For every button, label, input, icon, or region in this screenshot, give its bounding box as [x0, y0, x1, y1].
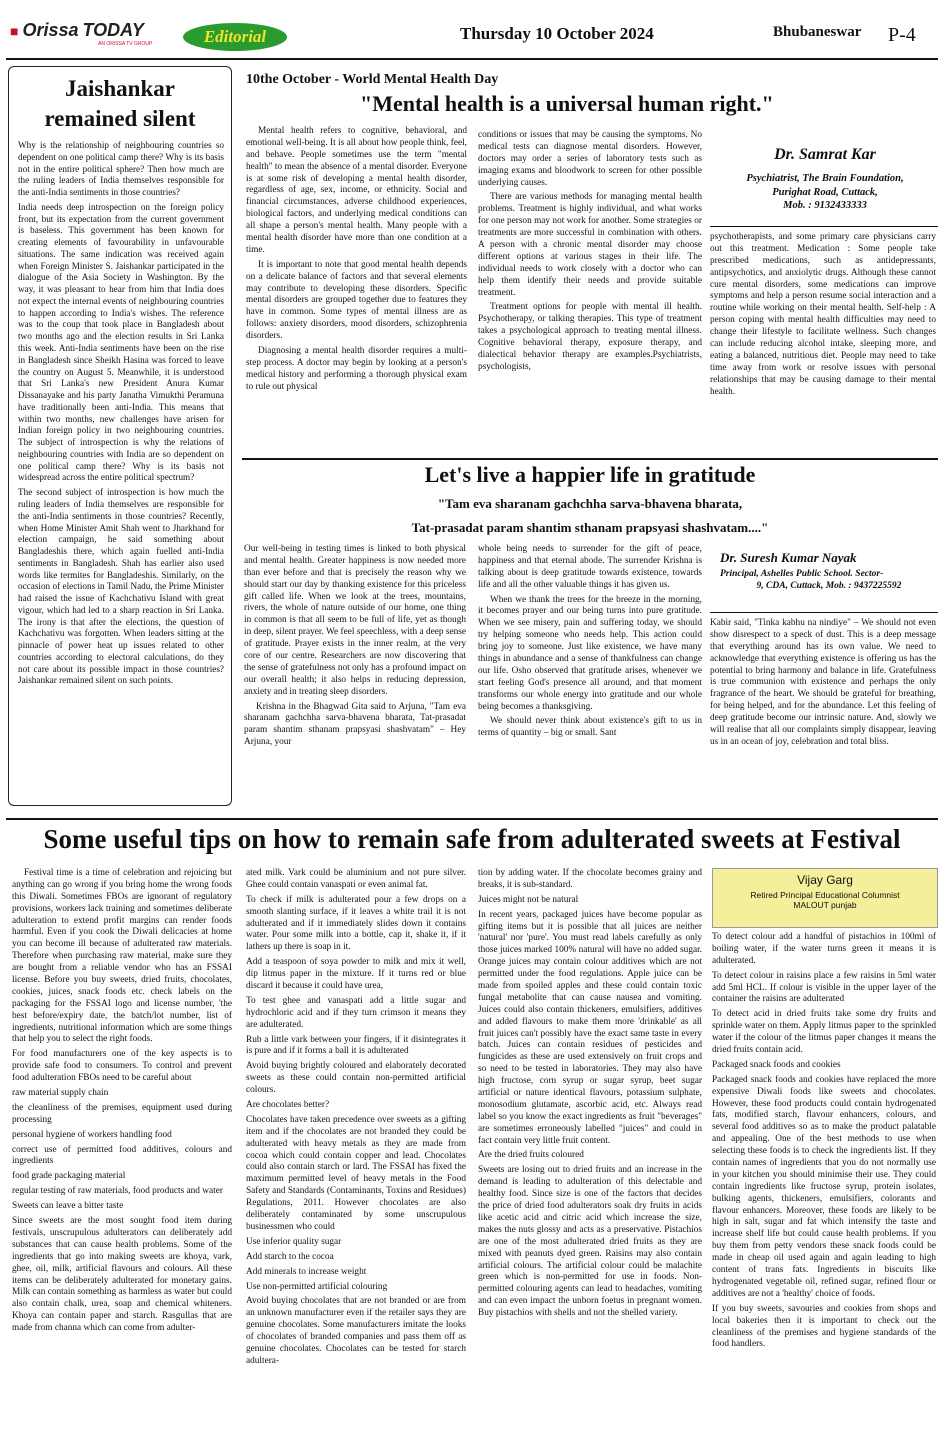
- section-divider: [242, 458, 938, 460]
- paragraph: To detect colour add a handful of pistachios in 100ml of boiling water, if the water turns green it means it is adulterated.: [712, 932, 936, 966]
- logo-today: TODAY: [82, 20, 144, 40]
- mental-health-title: "Mental health is a universal human right.": [360, 91, 774, 116]
- author-divider: [710, 226, 938, 227]
- paragraph: To check if milk is adulterated pour a few drops on a smooth slanting surface, if it leaves a white trail it is not adulterated and if it immediately slides down it contains water. Pour some milk into a bottle, cap it, shake it, if it lathers up there is soap in it.: [246, 894, 466, 953]
- author-line: Purighat Road, Cuttack,: [772, 186, 878, 198]
- sweets-author: Vijay Garg: [797, 873, 853, 887]
- paragraph: correct use of permitted food additives, colours and ingredients: [12, 1144, 232, 1167]
- section-divider: [6, 818, 938, 820]
- paragraph: The second subject of introspection is how much the ruling leaders of India themselves are responsible for the anti-India sentiments in those countries? Recently, when Home Minister Amit Shah went to Jharkhand for election campaign, he said something about Bangladeshis there, which again fuelled anti-India sentiments in Bangladesh. Shah has earlier also used words like termites for Bangladeshis. Similarly, on the occasion of elections in Tamil Nadu, the Prime Minister had raised the issue of Kachchativu Island with great vigour, which had led to a sharp reaction in Sri Lanka. The irony is that after the elections, the question of Kachchativu was forgotten. When leaders sitting at the pinnacle of power heat up issues related to other countries according to electoral calculations, do they not care about its possible impact in those countries? Jaishankar remained silent on such points.: [18, 487, 224, 686]
- paragraph: Packaged snack foods and cookies have replaced the more expensive Diwali foods like sweets and chocolates. However, these food products could contain hydrogenated fats, modified starch, flavour enhancers, colours, and several food additives so as to make the product palatable and appealing. One of the best methods to use when selecting these foods is to check the ingredients list. If they contain names of ingredients that you do not normally use in your kitchen you should minimise their use. They could contain ingredients like fructose syrup, protein isolates, bulking agents, thickeners, emulsifiers, colorants and flavour enhancers. Moreover, these foods are likely to be high in salt, sugar and fat which intensify the taste and increase shelf life but could cause health problems. If you buy them from petty vendors these snack foods could be made in cheap oil used again and again leading to high content of trans fats. Ingredients in biscuits like hydrogenated vegetable oil, refined sugar, refined flour or additives are not a 'healthy' choice of foods.: [712, 1074, 936, 1299]
- paragraph: personal hygiene of workers handling food: [12, 1129, 172, 1140]
- author-line: MALOUT punjab: [793, 900, 857, 910]
- paragraph: whole being needs to surrender for the gift of peace, happiness and that eternal abode. The surrender Krishna is talking about is deep gratitude towards existence, towards life and all the other valuable things it has given us.: [478, 544, 702, 590]
- page-number: P-4: [888, 24, 916, 46]
- paragraph: regular testing of raw materials, food products and water: [12, 1186, 223, 1197]
- section-badge: Editorial: [183, 23, 287, 51]
- paragraph: We should never think about existence's gift to us in terms of quantity – big or small. Sant: [478, 716, 702, 739]
- paragraph: It is important to note that good mental health depends on a delicate balance of factors and that several elements may contribute to developing these disorders. Specific mental disorders are grouped together due to features they have in common. Some types of mental illness are as follows: anxiety disorders, mood disorders, schizophrenia disorders.: [246, 259, 467, 342]
- city-name: Bhubaneswar: [773, 24, 862, 40]
- sweets-author-box: [712, 868, 938, 928]
- paragraph: food grade packaging material: [12, 1171, 126, 1182]
- paragraph: Rub a little vark between your fingers, if it disintegrates it is pure and if it forms a ball it is adulterated: [246, 1034, 466, 1057]
- gratitude-author: Dr. Suresh Kumar Nayak: [720, 550, 857, 565]
- gratitude-col1: [244, 544, 466, 810]
- paragraph: Sweets are losing out to dried fruits and an increase in the demand is leading to adulteration of this delectable and healthy food. Since size is one of the factors that decides the price of dried food adulterators soak dry fruits in acids like acetic acid and citric acid which increase the size, makes the nuts glossy and acts as a preservative. Pistachios are one of the most adulterated dried fruits as they are mixed with peanuts dyed green. Raisins may also contain artificial colours. The artificial colour could be malachite green which is non-permitted for use in foods. Non-permitted colouring agents can lead to headaches, vomiting and can even impact the unborn foetus in pregnant women. Buy pistachios with shells and not the shelled variety.: [478, 1165, 702, 1319]
- paragraph: There are various methods for managing mental health problems. Treatment is highly individual, and what works for one person may not work for another. Some strategies or treatments are more successful in combination with others. A person with a chronic mental disorder may choose different options at various stages in their life. The individual needs to work closely with a doctor who can help them identify their needs and provide suitable treatment.: [478, 192, 702, 298]
- paragraph: the cleanliness of the premises, equipment used during processing: [12, 1102, 232, 1125]
- mental-health-col2: [478, 130, 702, 460]
- logo-icon: ■: [10, 23, 19, 39]
- paragraph: Juices might not be natural: [478, 894, 579, 905]
- paragraph: ated milk. Vark could be aluminium and not pure silver. Ghee could contain vanaspati or even animal fat.: [246, 868, 466, 890]
- paragraph: Diagnosing a mental health disorder requires a multi-step process. A doctor may begin by looking at a person's medical history and performing a thorough physical exam to rule out physical: [246, 346, 467, 392]
- paragraph: Packaged snack foods and cookies: [712, 1059, 841, 1070]
- masthead: [0, 0, 945, 60]
- paragraph: To detect acid in dried fruits take some dry fruits and sprinkle water on them. Apply litmus paper to the sprinkled water if the colour of the litmus paper changes it means the dried fruits contain acid.: [712, 1009, 936, 1056]
- paragraph: Avoid buying brightly coloured and elaborately decorated sweets as these could contain non-permitted artificial colours.: [246, 1061, 466, 1096]
- author-divider: [710, 612, 938, 613]
- paragraph: tion by adding water. If the chocolate becomes grainy and breaks, it is sub-standard.: [478, 868, 702, 890]
- sweets-col4: [712, 932, 936, 1440]
- paragraph: For food manufacturers one of the key aspects is to provide safe food to consumers. To control and prevent food adulteration FBOs need to be careful about: [12, 1049, 232, 1084]
- paragraph: To detect colour in raisins place a few raisins in 5ml water add 5ml HCL. If colour is visible in the upper layer of the container the raisins are adulterated: [712, 970, 936, 1005]
- paragraph: Our well-being in testing times is linked to both physical and mental health. Greater happiness is now needed more than ever before and that is precisely the reason why we should start our day by thanking existence for this priceless gift called life. When we look at the trees, mountains, rivers, the whole of nature outside of our home, one thing in common is that all seem to be full of life, yet as though in deep, silent prayer. We feel speechless, with a deep sense of gratitude. Prayer exists in the inner realm, at the very core of our centre. Researchers are now discovering that the sense of gratefulness not only has a profound impact on our overall health; it also helps in reducing depression, anxiety and in treating sleep disorders.: [244, 544, 466, 697]
- paragraph: Sweets can leave a bitter taste: [12, 1201, 124, 1212]
- issue-date: Thursday 10 October 2024: [460, 24, 654, 43]
- mental-health-col1: [246, 126, 467, 460]
- paragraph: Mental health refers to cognitive, behavioral, and emotional well-being. It is all about how people think, feel, and behave. People sometimes use the term "mental health" to mean the absence of a mental disorder. Everyone is at some risk of developing a mental health disorder, regardless of age, sex, income, or ethnicity. Social and financial circumstances, adverse childhood experiences, biological factors, and underlying medical conditions can all shape a person's mental health. Many people with a mental health disorder have more than one condition at a time.: [246, 126, 467, 255]
- paragraph: Krishna in the Bhagwad Gita said to Arjuna, "Tam eva sharanam gachchha sarva-bhavena bharata, Tat-prasadat param shantim sthanam prapsyasi shashvatam" – Hey Arjuna, your: [244, 701, 466, 748]
- author-line: 9, CDA, Cuttack, Mob. : 9437225592: [756, 581, 902, 592]
- gratitude-title: Let's live a happier life in gratitude: [424, 462, 756, 487]
- paragraph: In recent years, packaged juices have become popular as gifting items but it is possible that all juices are neither 'natural' nor 'pure'. You must read labels carefully as only those juices marked 100% natural will have no added sugar. Orange juices may contain colour additives which are not permitted under the food regulations. Apple juice can be made from spoiled apples and these could contain toxic fungal metabolite that can cause nausea and vomiting. Juices could also contain thickeners, emulsifiers, additives and added flavours to make them more 'drinkable' as all fruit juices can't possibly have the exact same taste in every batch. Juices can contain residues of pesticides and fungicides as these are used extensively on fruit crops and so need to be tested in laboratories. They may also have high fructose, corn syrup or sugar syrup, beet sugar artificial or nature identical flavours, potassium sulphate, monosodium glutamate, ascorbic acid, etc. Always read label so you know the exact ingredients as fruit "beverages" are sometimes erroneously labelled "juices" and could in fact contain very little fruit content.: [478, 909, 702, 1146]
- gratitude-author-info: [720, 568, 938, 593]
- author-line: Mob. : 9132433333: [783, 200, 867, 212]
- sweets-col3: [478, 868, 702, 1440]
- paragraph: Are the dried fruits coloured: [478, 1150, 584, 1161]
- sweets-title: Some useful tips on how to remain safe from adulterated sweets at Festival: [43, 824, 901, 854]
- left-article-body: [18, 140, 224, 800]
- logo-text: Orissa: [22, 20, 79, 40]
- mental-health-author-info: [712, 172, 938, 213]
- gratitude-col2: [478, 544, 702, 810]
- paragraph: Festival time is a time of celebration and rejoicing but anything can go wrong if you bring home the wrong foods this Diwali. Sometimes FBOs are ignorant of regulatory provisions, workers lack training and sometimes deliberate adulteration to extend profit margins can render foods harmful. Even if you cook the Diwali delicacies at home you can become ill because of adulterated raw materials. Therefore when purchasing raw material, make sure they are bought from a reliable vendor who has an FSSAI license. Before you buy sweets, dried fruits, chocolates, cookies, juices, snack foods etc. check labels on the packaging for the FSSAI logo and license number, 'the best before/expiry date, the batch/lot number, list of ingredients, nutritional information which are some things that help you to select the right foods.: [12, 868, 232, 1045]
- mental-health-col3: [710, 232, 936, 454]
- paragraph: Kabir said, "Tinka kabhu na nindiye" – We should not even show disrespect to a speck of dust. This is a deep message that everything around has its own value. We need to acknowledge that everything existence is offering us has the potential to bring harmony and balance in life. Gratefulness is true communion with existence and perhaps the only fragrance of the heart. We should be grateful for breathing, for being helped, and for the abundance. Let this feeling of deep gratitude become our intrinsic nature. And, slowly we will realise that all our complaints simply disappear, leaving us in an ocean of joy, celebration and total bliss.: [710, 618, 936, 747]
- paragraph: Add minerals to increase weight: [246, 1266, 367, 1277]
- left-article-title: Jaishankar remained silent: [44, 76, 196, 131]
- newspaper-logo: [10, 20, 160, 56]
- paragraph: Add a teaspoon of soya powder to milk and mix it well, dip litmus paper in the mixture. If it turns red or blue discard it because it could have urea,: [246, 957, 466, 992]
- mental-health-author: Dr. Samrat Kar: [774, 146, 876, 163]
- paragraph: psychotherapists, and some primary care physicians carry out this treatment. Medication : Some people take prescribed medications, such as antidepressants, antipsychotics, and anxiolytic drugs. Although these cannot cure mental disorders, some medications can improve symptoms and help a person resume social interaction and a routine while working on their mental health. Self-help : A person coping with mental health difficulties may need to change their lifestyle to facilitate wellness. Such changes can include reducing alcohol intake, sleeping more, and eating a balanced, nutritious diet. People may need to take time away from work or resolve issues with personal relationships that may be causing damage to their mental health.: [710, 232, 936, 397]
- paragraph: Are chocolates better?: [246, 1100, 330, 1111]
- paragraph: Chocolates have taken precedence over sweets as a gifting item and if the chocolates are not branded they could be adulterated with heavy metals as they are made from cocoa which could contain copper and lead. Chocolates could also contain starch or lard. The FSSAI has fixed the maximum permitted level of heavy metals in the Food Safety and Standards (Contaminants, Toxins and Residues) Regulations, 2011. However chocolates are also deliberately contaminated by some unscrupulous businessmen who could: [246, 1114, 466, 1232]
- sweets-col2: [246, 868, 466, 1440]
- paragraph: Use non-permitted artificial colouring: [246, 1281, 388, 1292]
- paragraph: When we thank the trees for the breeze in the morning, it becomes prayer and our being turns into pure gratitude. When we see misery, pain and suffering today, we should try helping someone who needs help. This action could bring joy to someone. Just like existence, we have many things in abundance and a sense of thankfulness can change our life. Osho observed that gratitude arises, whenever we start feeling God's presence all around, and that moment transforms our whole energy into gratitude and our whole being becomes a thanksgiving.: [478, 594, 702, 712]
- gratitude-quote-2: Tat-prasadat param shantim sthanam prapsyasi shashvatam....": [411, 520, 769, 535]
- gratitude-col3: [710, 618, 936, 810]
- paragraph: conditions or issues that may be causing the symptoms. No medical tests can diagnose mental disorders. However, doctors may order a series of laboratory tests such as imaging exams and bloodwork to screen for other possible underlying causes.: [478, 130, 702, 188]
- author-line: Retired Principal Educational Columnist: [750, 890, 900, 900]
- mental-health-kicker: 10the October - World Mental Health Day: [246, 72, 499, 87]
- paragraph: If you buy sweets, savouries and cookies from shops and local bakeries then it is important to check out the cleanliness of the premises and hygiene standards of the food handlers.: [712, 1303, 936, 1350]
- paragraph: Since sweets are the most sought food item during festivals, unscrupulous adulterators can deliberately add substances that can cause health problems. Some of the ingredients that go into making sweets are khoya, vark, ghee, oil, milk, artificial flavours and colours. All these items can be deliberately adulterated for monetary gains. Milk can contain something as harmless as water but could also contain chalk, urea, soap and chemical whiteners. Khoya can contain paper and starch. Rasgullas that are made from channa which can come from adulter-: [12, 1216, 232, 1334]
- gratitude-quote-1: "Tam eva sharanam gachchha sarva-bhavena bharata,: [437, 496, 743, 511]
- paragraph: Treatment options for people with mental ill health. Psychotherapy, or talking therapies. This type of treatment takes a psychological approach to treating mental illness. Cognitive behavioral therapy, exposure therapy, and dialectical behavior therapy are examples.Psychiatrists, psychologists,: [478, 302, 702, 372]
- author-line: Principal, Ashelles Public School. Sector-: [720, 569, 884, 579]
- paragraph: India needs deep introspection on the foreign policy front, but its expectation from the current government is baseless. This government has been known for creating elements of favourability in unfavourable situations. The same indication was received again when Foreign Minister S. Jaishankar participated in the dialogue of the Asia Society in Washington. By the way, it was pleasant to hear from him that India does not expect the internal events of neighbouring countries to happen according to India's wishes. The reference was to the coup that took place in Bangladesh about two months ago and the election results in Sri Lanka this week. Anti-India sentiments have been on the rise in Bangladesh since Sheikh Hasina was forced to leave the country on August 5. Meanwhile, it is understood that Sri Lanka's new President Anura Kumar Dissanayake and his party Janatha Vimukthi Peramuna have traditionally been anti-India. This means that within two months, new challenges have arisen for Indian foreign policy in two neighbouring countries. The subject of introspection is why the relations of neighbouring countries with India are so dependent on one political camp there? Why is its basis not widespread across the entire political spectrum?: [18, 201, 224, 483]
- paragraph: To test ghee and vanaspati add a little sugar and hydrochloric acid and if they turn crimson it means they are adulterated.: [246, 995, 466, 1030]
- author-line: Psychiatrist, The Brain Foundation,: [746, 173, 904, 184]
- paragraph: Add starch to the cocoa: [246, 1251, 334, 1262]
- paragraph: Use inferior quality sugar: [246, 1236, 342, 1247]
- logo-subtitle: AN ORISSA TV GROUP: [98, 41, 153, 47]
- paragraph: Avoid buying chocolates that are not branded or are from an unknown manufacturer even if the retailer says they are genuine chocolates. Some manufacturers imitate the looks of chocolates of branded companies and pass them off as genuine chocolates. Chocolates can be tested for starch adultera-: [246, 1296, 466, 1366]
- header-rule: [6, 58, 938, 60]
- paragraph: raw material supply chain: [12, 1088, 109, 1099]
- sweets-col1: [12, 868, 232, 1440]
- paragraph: Why is the relationship of neighbouring countries so dependent on one political camp there? Why is its basis not in the entire political sphere? Then how much are the ruling leaders of India themselves responsible for the anti-India sentiments in those countries?: [18, 140, 224, 198]
